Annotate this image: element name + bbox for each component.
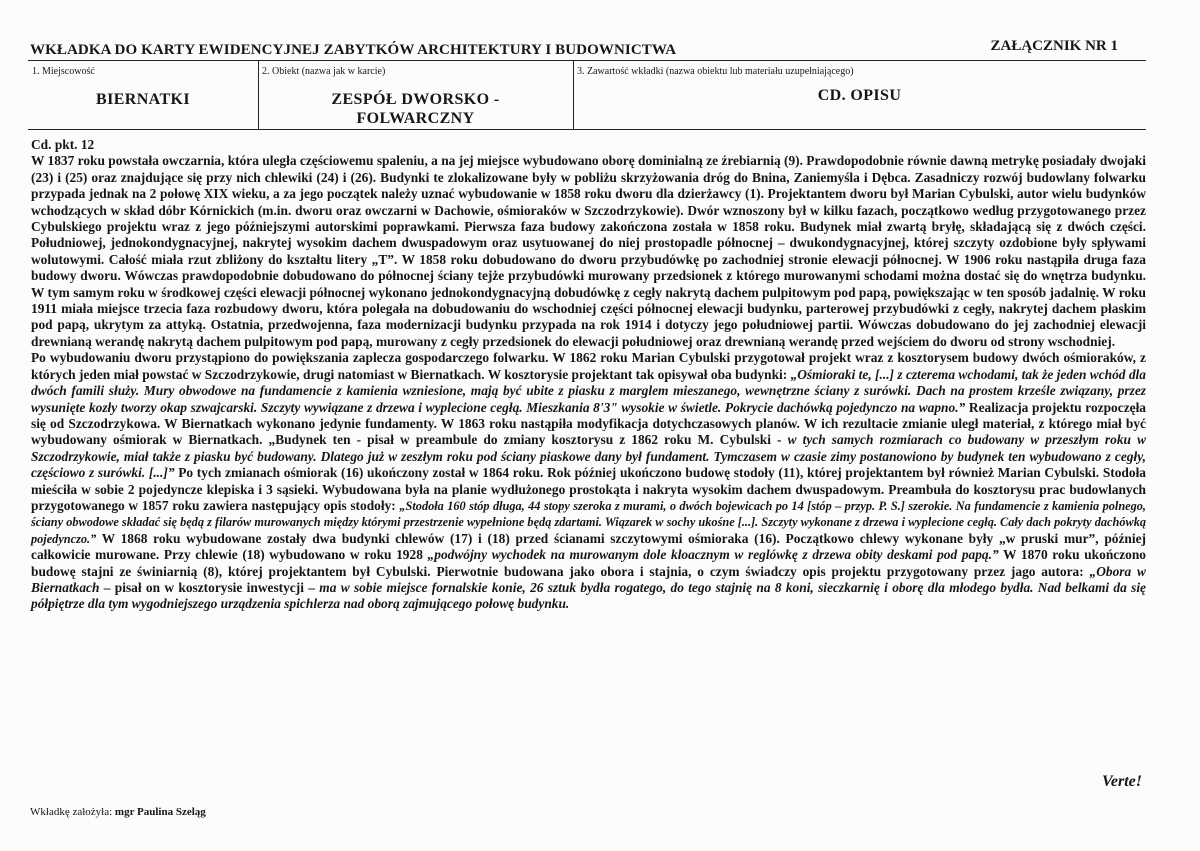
field-label-locality: 1. Miejscowość [32,66,95,77]
quote-stodola: „Stodoła 160 stóp długa, 44 stopy szeroka z murami, o dwóch bojewicach po 14 [stóp – przyp. P. S.] szerokie. Na fundamencie z kamienia polnego, ściany obwodowe składać się będą z filarów murowanych między którymi przestrzenie wypełnione będą zdartami. Wiązarek w sochy ukośne [...]. Szczyty wykonane z drzewa i wyplecione cegłą. Cały dach pokryty dachówką pojedynczo.” [31,498,1146,546]
header-bottom-rule [28,129,1146,130]
text-run: Realizacja projektu rozpoczęła się od Szczodrzykowa. W Biernatkach wykonano jedynie fundamenty. W 1863 roku nastąpiła modyfikacja dotychczasowych planów. W ich rezultacie zmianie uległ materiał, z którego miał być wybudowany ośmiorak w Biernatkach. „Budynek ten - pisał w preambule do zmiany kosztorysu z 1862 roku M. Cybulski - [31,399,1146,448]
quote-osmioraki: „Ośmioraki te, [...] z czterema wchodami, tak że jeden wchód dla dwóch famili służy. Mury obwodowe na fundamencie z kamienia wzniesione, mają być ubite z piasku z marglem mieszanego, wewnętrzne ściany z surówki. Dach na prostem krześle związany, przez wysunięte kozły tworzy okap szwajcarski. Szczyty wywiązane z drzewa i wyplecione cegłą. Mieszkania 8'3" wysokie w świetle. Pokrycie dachówką pojedynczo na wapno.” [31,366,1146,415]
text-run: W 1868 roku wybudowane zostały dwa budynki chlewów (17) i (18) przed ścianami szczytowymi ośmioraka (16). Początkowo chlewy wykonane były „w pruski mur”, później całkowicie murowane. Przy chlewie (18) wybudowano w roku 1928 [31,530,1146,563]
paragraph-manor-history: W 1837 roku powstała owczarnia, która uległa częściowemu spaleniu, a na jej miejsce wybudowano oborę dominialną ze źrebiarnią (9). Prawdopodobnie równie dawną metrykę posiadały dwojaki (23) i (25) oraz znajdujące się przy nich chlewiki (24) i (26). Budynki te zlokalizowane były w pobliżu skrzyżowania dróg do Bnina, Zaniemyśla i Dębca. Zasadniczy rozwój budowlany folwarku przypada jednak na 2 połowę XIX wieku, a za jego początek należy uznać wybudowanie w 1858 roku dworu dla dzierżawcy (1). Projektantem dworu był Marian Cybulski, autor wielu budynków wchodzących w skład dóbr Kórnickich (m.in. dworu oraz owczarni w Dachowie, ośmioraków w Szczodrzykowie). Dwór wznoszony był w kilku fazach, początkowo według przygotowanego przez Cybulskiego projektu wraz z jego późniejszymi autorskimi poprawkami. Pierwsza faza budowy zakończona została w 1858 roku. Budynek miał zwartą bryłę, składającą się z dwóch części. Południowej, jednokondygnacyjnej, nakrytej wysokim dachem dwuspadowym oraz usytuowanej do niej prostopadle północnej – dwukondygnacyjnej, której szczyty ozdobione były spływami wolutowymi. Całość miała rzut zbliżony do kształtu litery „T”. W 1858 roku dobudowano do dworu przybudówkę po zachodniej stronie elewacji północnej. W 1906 roku nastąpiła druga faza budowy dworu. Wówczas prawdopodobnie dobudowano do północnej ściany tejże przybudówki murowany przedsionek z którego murowanymi schodami można dostać się do wnętrza budynku. W tym samym roku w środkowej części elewacji północnej wykonano jednokondygnacyjną dobudówkę z cegły nakrytą dachem pulpitowym pod papą, powiększając w ten sposób jadalnię. W roku 1911 miała miejsce trzecia faza rozbudowy dworu, która polegała na dobudowaniu do wschodniej części północnej elewacji budynku, parterowej przybudówki z cegły, nakrytej dachem płaskim pod papą, ukrytym za attyką. Ostatnia, przedwojenna, faza modernizacji budynku przypada na rok 1914 i dotyczy jego południowej partii. Wówczas dobudowano do jej zachodniej elewacji drewnianą werandę nakrytą dachem pulpitowym pod papą, murowany z cegły przedsionek do elewacji południowej oraz drewnianą werandę przed wejściem do dworu od strony wschodniej. [31,153,1146,349]
author-footer [30,806,206,818]
quote-wychodek: „podwójny wychodek na murowanym dole kloacznym w reglówkę z drzewa obity deskami pod papą.” [427,547,999,563]
author-label: Wkładkę założyła: [30,806,113,818]
field-value-object-line1: ZESPÓŁ DWORSKO - [331,91,500,108]
field-label-object: 2. Obiekt (nazwa jak w karcie) [262,66,386,77]
field-label-content: 3. Zawartość wkładki (nazwa obiektu lub materiału uzupełniającego) [577,66,854,77]
quote-obora-desc: ma w sobie miejsce fornalskie konie, 26 sztuk bydła rogatego, do tego stajnię na 8 koni, sieczkarnię i oborę dla młodego bydła. Nad belkami da się półpiętrze dla tym wygodniejszego urządzenia spichlerza nad oborą zajmującego połowę budynku. [31,579,1146,612]
description-body [31,137,1146,613]
field-value-object-line2: FOLWARCZNY [356,110,475,127]
quote-budynek: w tych samych rozmiarach co budowany w przeszłym roku w Szczodrzykowie, miał także z piasku być budowany. Dlatego już w zeszłym roku pod ściany piaskowe dany był fundament. Tymczasem w czasie zimy postanowiono by budynek ten wybudowano z cegły, częściowo z surówki. [...]” [31,432,1147,481]
field-value-locality: BIERNATKI [96,91,190,108]
field-value-content: CD. OPISU [817,87,902,104]
text-run: – pisał on w kosztorysie inwestycji – [99,579,320,595]
verte-note: Verte! [1102,773,1142,790]
text-run: Po tych zmianach ośmiorak (16) ukończony został w 1864 roku. Rok później ukończono budowę stodoły (11), której projektantem był również Marian Cybulski. Stodoła mieściła w sobie 2 pojedyncze klepiska i 3 sąsieki. Wybudowana była na planie wydłużonego prostokąta i nakryta wysokim dachem dwuspadowym. Preambuła do kosztorysu prac budowlanych przygotowanego w 1857 roku zawiera następujący opis stodoły: [31,465,1146,513]
text-run: Po wybudowaniu dworu przystąpiono do powiększania zaplecza gospodarczego folwarku. W 1862 roku Marian Cybulski przygotował projekt wraz z kosztorysem budowy dwóch ośmioraków, z których jeden miał powstać w Szczodrzykowie, drugi natomiast w Biernatkach. W kosztorysie projektant tak opisywał oba budynki: [31,350,1146,382]
paragraph-farm-buildings [31,350,1146,613]
section-heading: Cd. pkt. 12 [31,137,95,152]
appendix-number: ZAŁĄCZNIK NR 1 [990,38,1118,54]
author-name: mgr Paulina Szeląg [114,806,206,818]
form-title: WKŁADKA DO KARTY EWIDENCYJNEJ ZABYTKÓW ARCHITEKTURY I BUDOWNICTWA [30,42,677,58]
text-run: W 1870 roku ukończono budowę stajni ze świniarnią (8), której projektantem był Cybulski. Pierwotnie budowana jako obora i stajnia, o czym świadczy opis projektu przygotowany przez jago autora: [31,547,1147,579]
quote-obora: „Obora w Biernatkach [31,563,1146,595]
header-top-rule [28,60,1146,61]
